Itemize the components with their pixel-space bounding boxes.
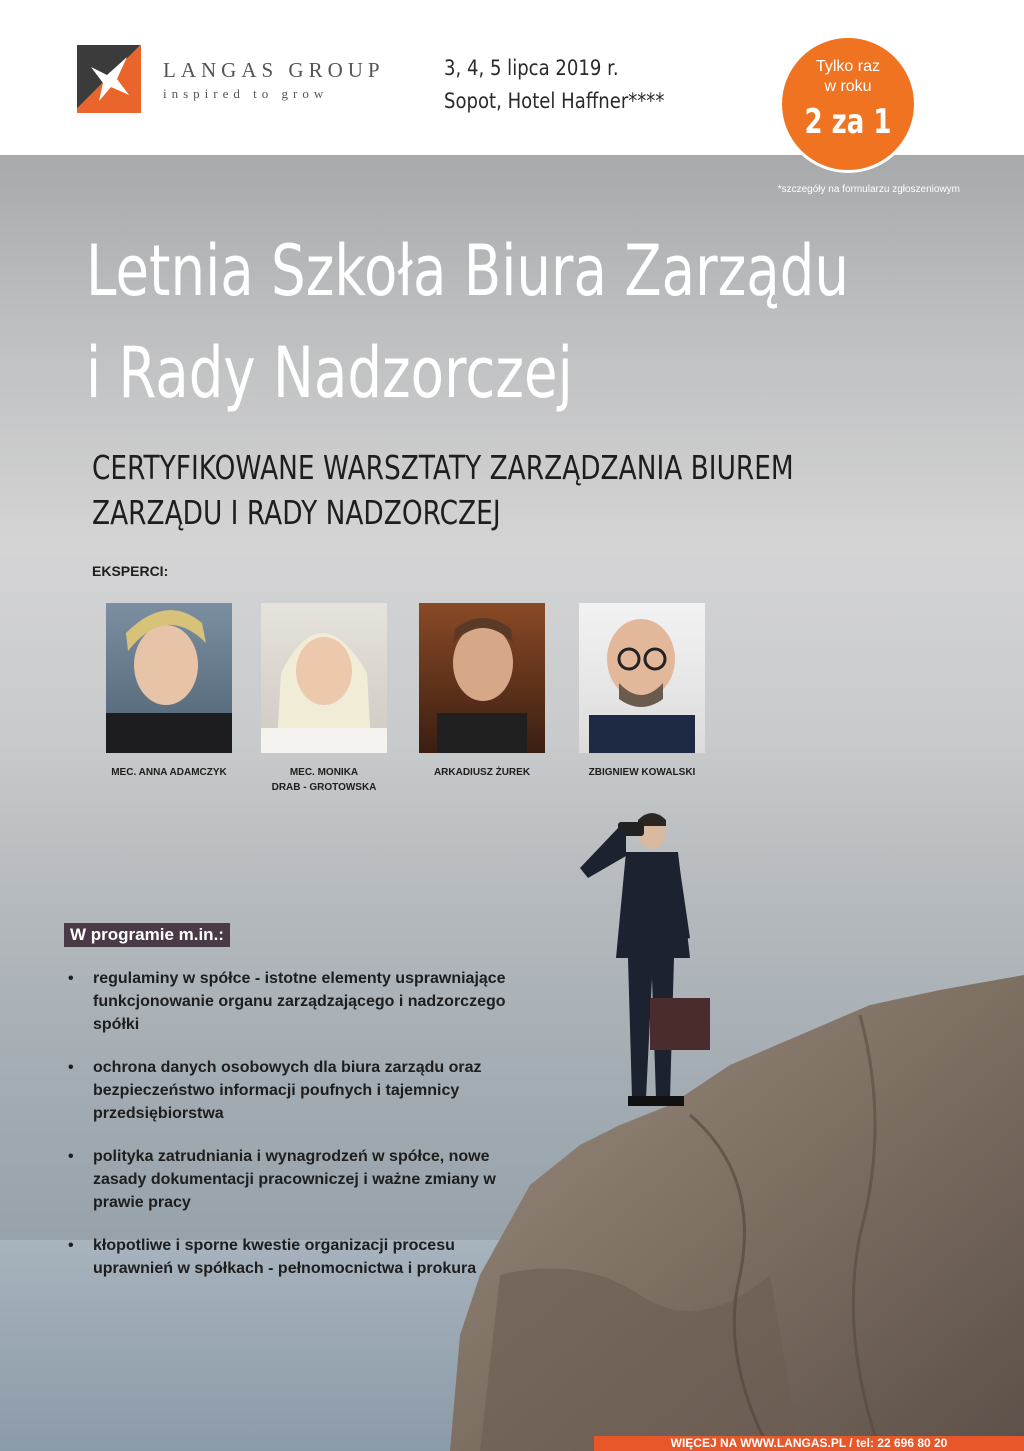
list-item: • ochrona danych osobowych dla biura zarządu oraz bezpieczeństwo informacji poufnych i tajemnicy przedsiębiorstwa — [66, 1056, 536, 1125]
expert-photo — [419, 603, 545, 753]
expert-name: MEC. ANNA ADAMCZYK — [111, 767, 227, 778]
badge-line2: w roku — [824, 78, 872, 95]
expert-photo — [106, 603, 232, 753]
expert-name: ZBIGNIEW KOWALSKI — [588, 767, 696, 778]
businessman-illustration — [570, 808, 710, 1138]
langas-logo-icon[interactable] — [77, 45, 141, 113]
title-line2: i Rady Nadzorczej — [86, 332, 573, 414]
badge-line1: Tylko raz — [815, 58, 880, 75]
expert-name: MEC. MONIKA DRAB - GROTOWSKA — [271, 767, 377, 793]
poster-subtitle — [92, 445, 794, 535]
expert-photo — [261, 603, 387, 753]
subtitle-line2: ZARZĄDU I RADY NADZORCZEJ — [92, 493, 501, 532]
expert-name: ARKADIUSZ ŻUREK — [433, 767, 531, 778]
list-item: • regulaminy w spółce - istotne elementy usprawniające funkcjonowanie organu zarządzającego i nadzorczego spółki — [66, 967, 536, 1036]
program-label: W programie m.in.: — [64, 923, 230, 947]
expert-card — [261, 603, 387, 793]
expert-photo — [579, 603, 705, 753]
list-item: • kłopotliwe i sporne kwestie organizacji procesu uprawnień w spółkach - pełnomocnictwa i prokura — [66, 1234, 536, 1280]
expert-card — [419, 603, 545, 778]
expert-card — [106, 603, 232, 778]
list-item: • polityka zatrudniania i wynagrodzeń w spółce, nowe zasady dokumentacji pracowniczej i ważne zmiany w prawie pracy — [66, 1145, 536, 1214]
logo-name: LANGAS GROUP — [163, 58, 385, 82]
event-location: Sopot, Hotel Haffner**** — [444, 89, 665, 113]
experts-label: EKSPERCI: — [92, 563, 169, 579]
expert-card — [579, 603, 705, 778]
promo-badge — [779, 35, 917, 173]
program-list — [66, 967, 536, 1300]
event-info — [444, 52, 664, 118]
title-line1: Letnia Szkoła Biura Zarządu — [86, 230, 849, 312]
logo-tagline: inspired to grow — [163, 86, 329, 101]
event-dates: 3, 4, 5 lipca 2019 r. — [444, 56, 619, 80]
badge-note: *szczegóły na formularzu zgłoszeniowym — [777, 184, 960, 195]
subtitle-line1: CERTYFIKOWANE WARSZTATY ZARZĄDZANIA BIUREM — [92, 448, 794, 487]
poster-title — [86, 220, 849, 424]
footer-contact-link[interactable]: WIĘCEJ NA WWW.LANGAS.PL / tel: 22 696 80 20 — [594, 1436, 1024, 1451]
badge-offer: 2 za 1 — [804, 102, 892, 142]
